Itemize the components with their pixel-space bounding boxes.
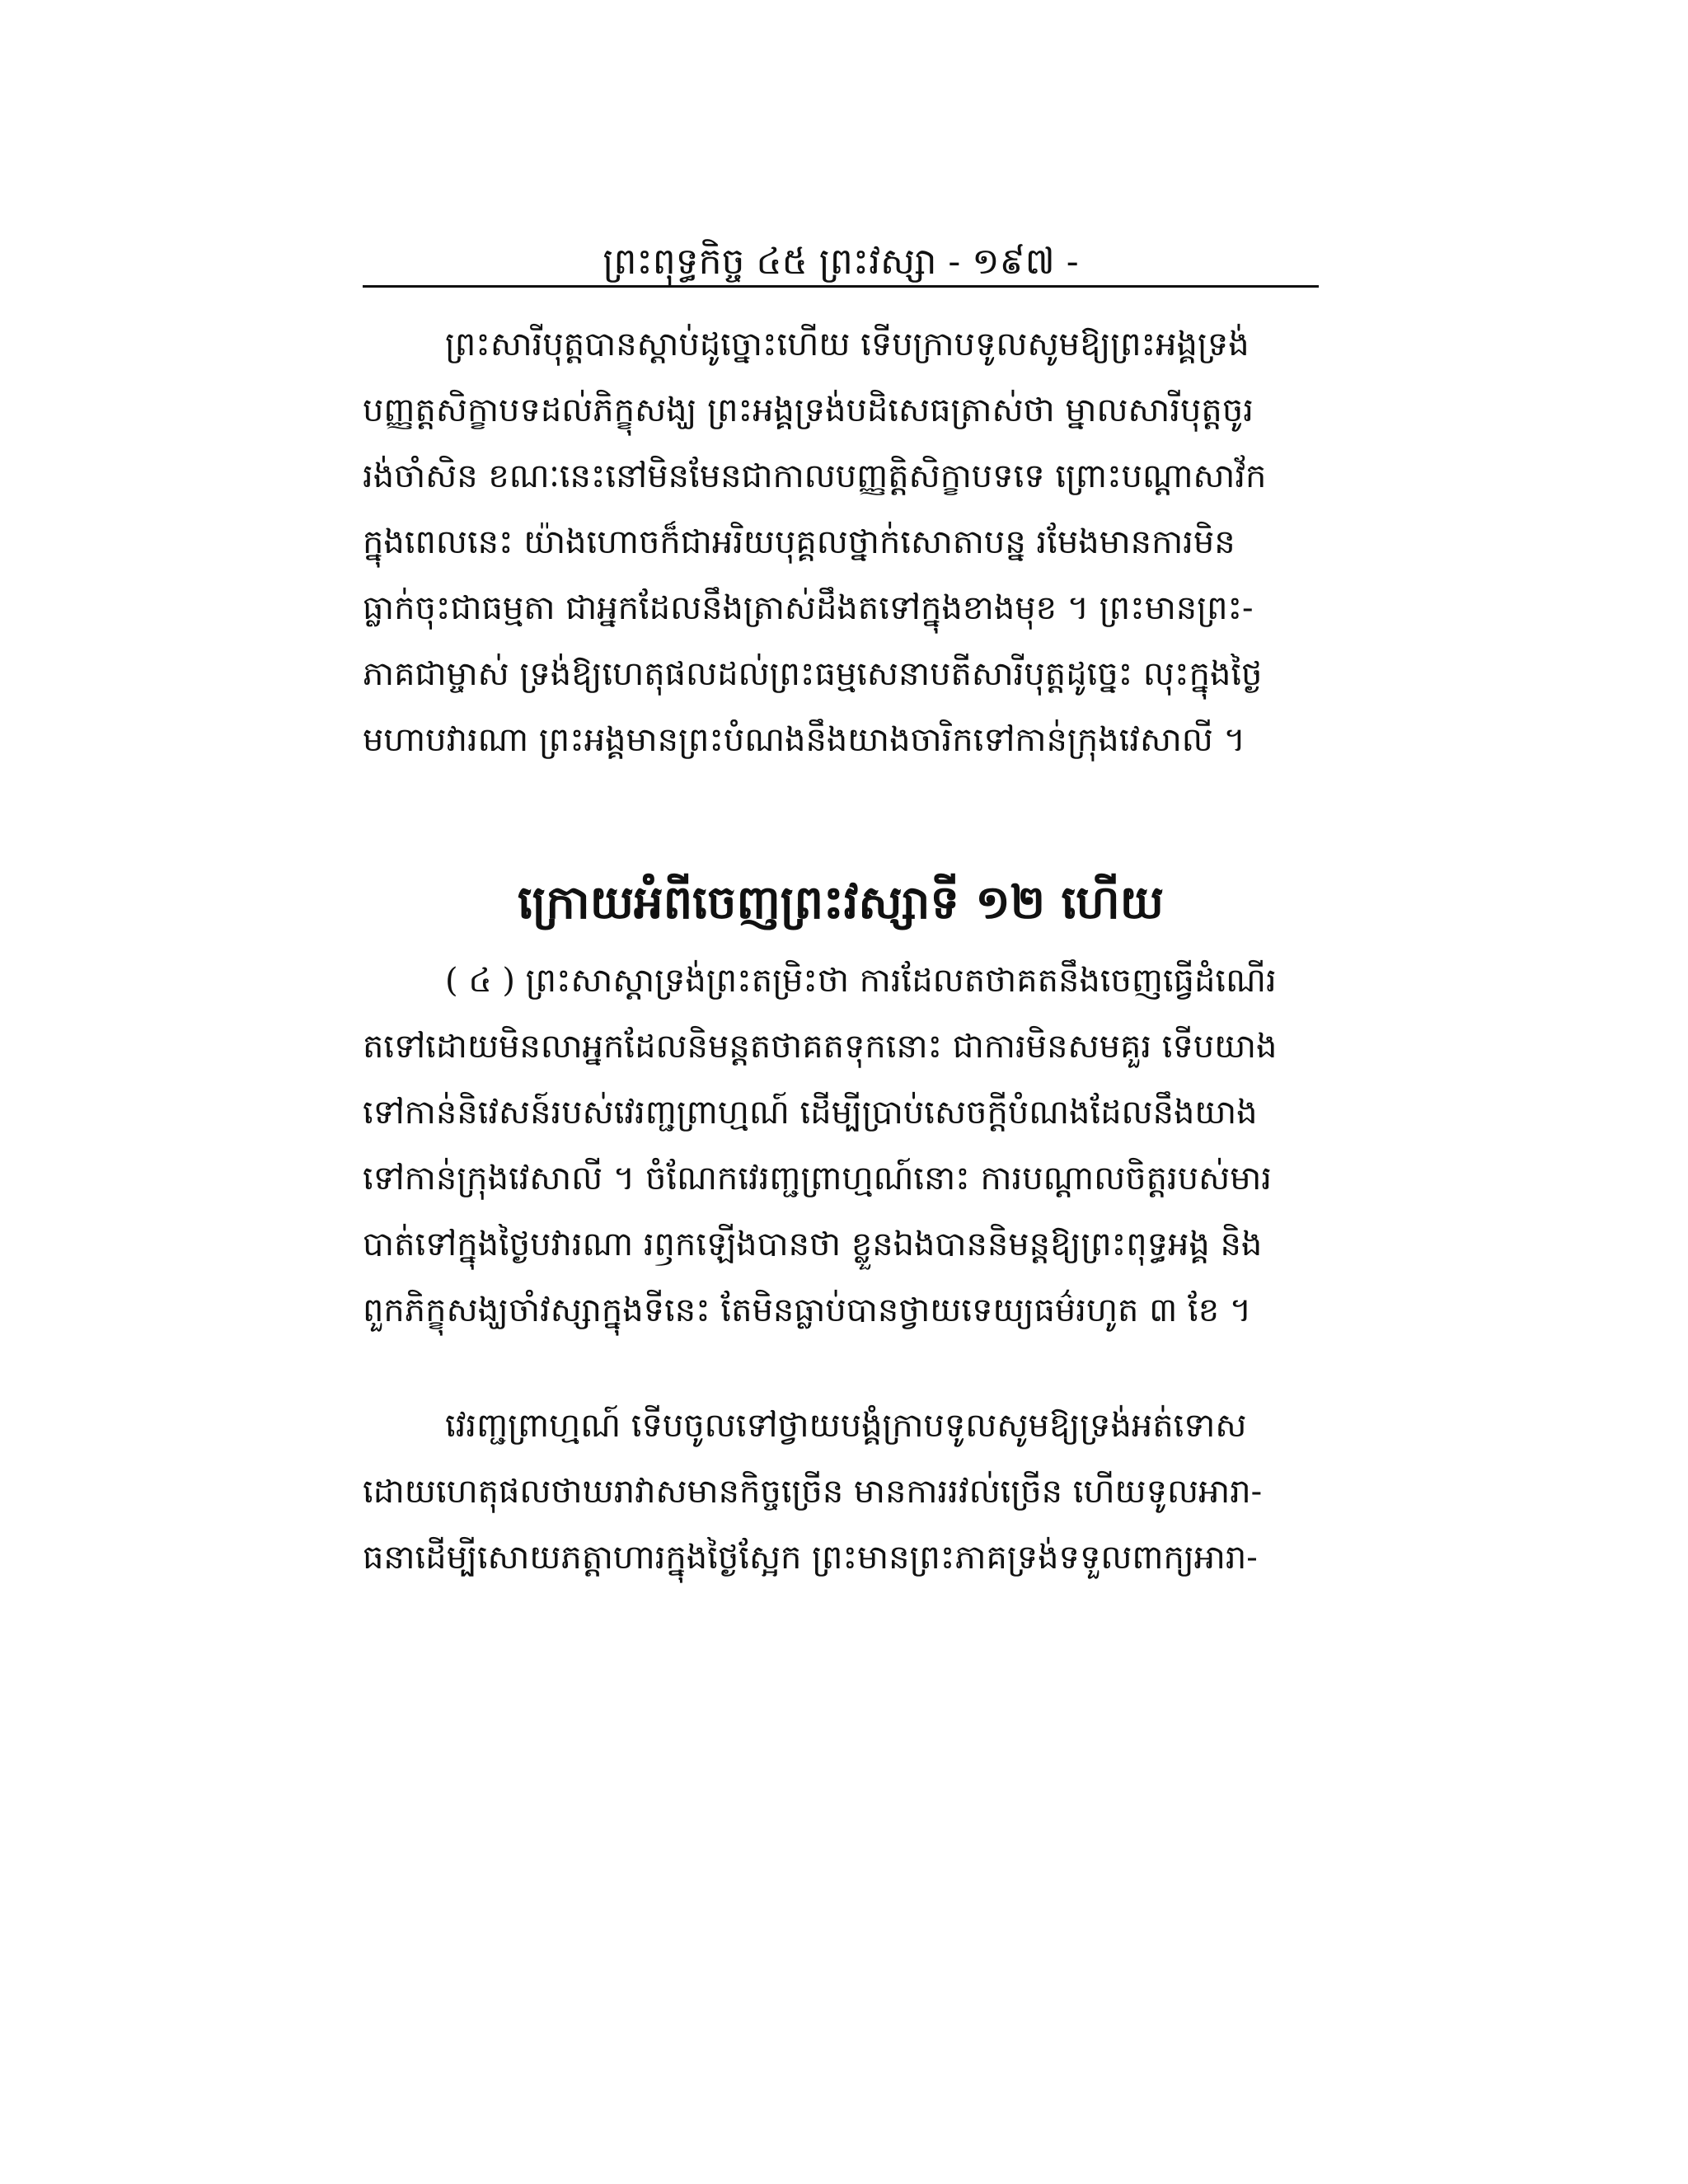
paragraph-3 — [363, 1393, 1319, 1591]
paragraph-line: បាត់ទៅក្នុងថ្ងៃបវារណា រឭកឡើងបានថា ខ្លួនឯងបាននិមន្តឱ្យព្រះពុទ្ធអង្គ និង — [363, 1226, 1263, 1263]
paragraph-line: រង់ចាំសិន ខណៈនេះនៅមិនមែនជាកាលបញ្ញត្តិសិក្ខាបទទេ ព្រោះបណ្តាសាវ័ក — [363, 457, 1267, 495]
paragraph-1 — [363, 312, 1319, 773]
paragraph-line: ដោយហេតុផលថាឃរាវាសមានកិច្ចច្រើន មានការរវល់ច្រើន ហើយទូលអារា- — [363, 1473, 1263, 1511]
section-heading: ក្រោយអំពីចេញព្រះវស្សាទី ១២ ហើយ — [517, 875, 1165, 930]
paragraph-2 — [363, 948, 1319, 1343]
paragraph-line: ពួកភិក្ខុសង្ឃចាំវស្សាក្នុងទីនេះ តែមិនធ្លាប់បានថ្វាយទេយ្យធម៌រហូត ៣ ខែ ។ — [363, 1291, 1252, 1329]
paragraph-line: ធ្លាក់ចុះជាធម្មតា ជាអ្នកដែលនឹងត្រាស់ដឹងតទៅក្នុងខាងមុខ ។ ព្រះមានព្រះ- — [363, 589, 1254, 627]
paragraph-line: ក្នុងពេលនេះ យ៉ាងហោចក៏ជាអរិយបុគ្គលថ្នាក់សោតាបន្ន រមែងមានការមិន — [363, 523, 1236, 561]
paragraph-line: មហាបវារណា ព្រះអង្គមានព្រះបំណងនឹងយាងចារិកទៅកាន់ក្រុងវេសាលី ។ — [363, 721, 1245, 759]
paragraph-line: វេរញ្ជព្រាហ្មណ៍ ទើបចូលទៅថ្វាយបង្គំក្រាបទូលសូមឱ្យទ្រង់អត់ទោស — [445, 1407, 1247, 1445]
paragraph-line: ព្រះសារីបុត្តបានស្តាប់ដូច្នោះហើយ ទើបក្រាបទូលសូមឱ្យព្រះអង្គទ្រង់ — [445, 326, 1250, 363]
paragraph-line: តទៅដោយមិនលាអ្នកដែលនិមន្តតថាគតទុកនោះ ជាការមិនសមគួរ ទើបយាង — [363, 1028, 1278, 1066]
running-header: ព្រះពុទ្ធកិច្ច ៤៥ ព្រះវស្សា - ១៩៧ - — [603, 241, 1079, 283]
paragraph-line: ទៅកាន់និវេសន៍របស់វេរញ្ជព្រាហ្មណ៍ ដើម្បីប្រាប់សេចក្តីបំណងដែលនឹងយាង — [363, 1094, 1258, 1132]
paragraph-line: បញ្ញត្តសិក្ខាបទដល់ភិក្ខុសង្ឃ ព្រះអង្គទ្រង់បដិសេធត្រាស់ថា ម្នាលសារីបុត្តចូរ — [363, 391, 1254, 429]
paragraph-line: ( ៤ ) ព្រះសាស្តាទ្រង់ព្រះតម្រិះថា ការដែលតថាគតនឹងចេញធ្វើដំណើរ — [445, 962, 1277, 1000]
paragraph-line: ធនាដើម្បីសោយភត្តាហារក្នុងថ្ងៃស្អែក ព្រះមានព្រះភាគទ្រង់ទទួលពាក្យអារា- — [363, 1539, 1258, 1577]
header-rule — [363, 285, 1319, 288]
paragraph-line: ភាគជាម្ចាស់ ទ្រង់ឱ្យហេតុផលដល់ព្រះធម្មសេនាបតីសារីបុត្តដូច្នេះ លុះក្នុងថ្ងៃ — [363, 655, 1263, 693]
paragraph-line: ទៅកាន់ក្រុងវេសាលី ។ ចំណែកវេរញ្ជព្រាហ្មណ៍នោះ ការបណ្តាលចិត្តរបស់មារ — [363, 1160, 1272, 1197]
